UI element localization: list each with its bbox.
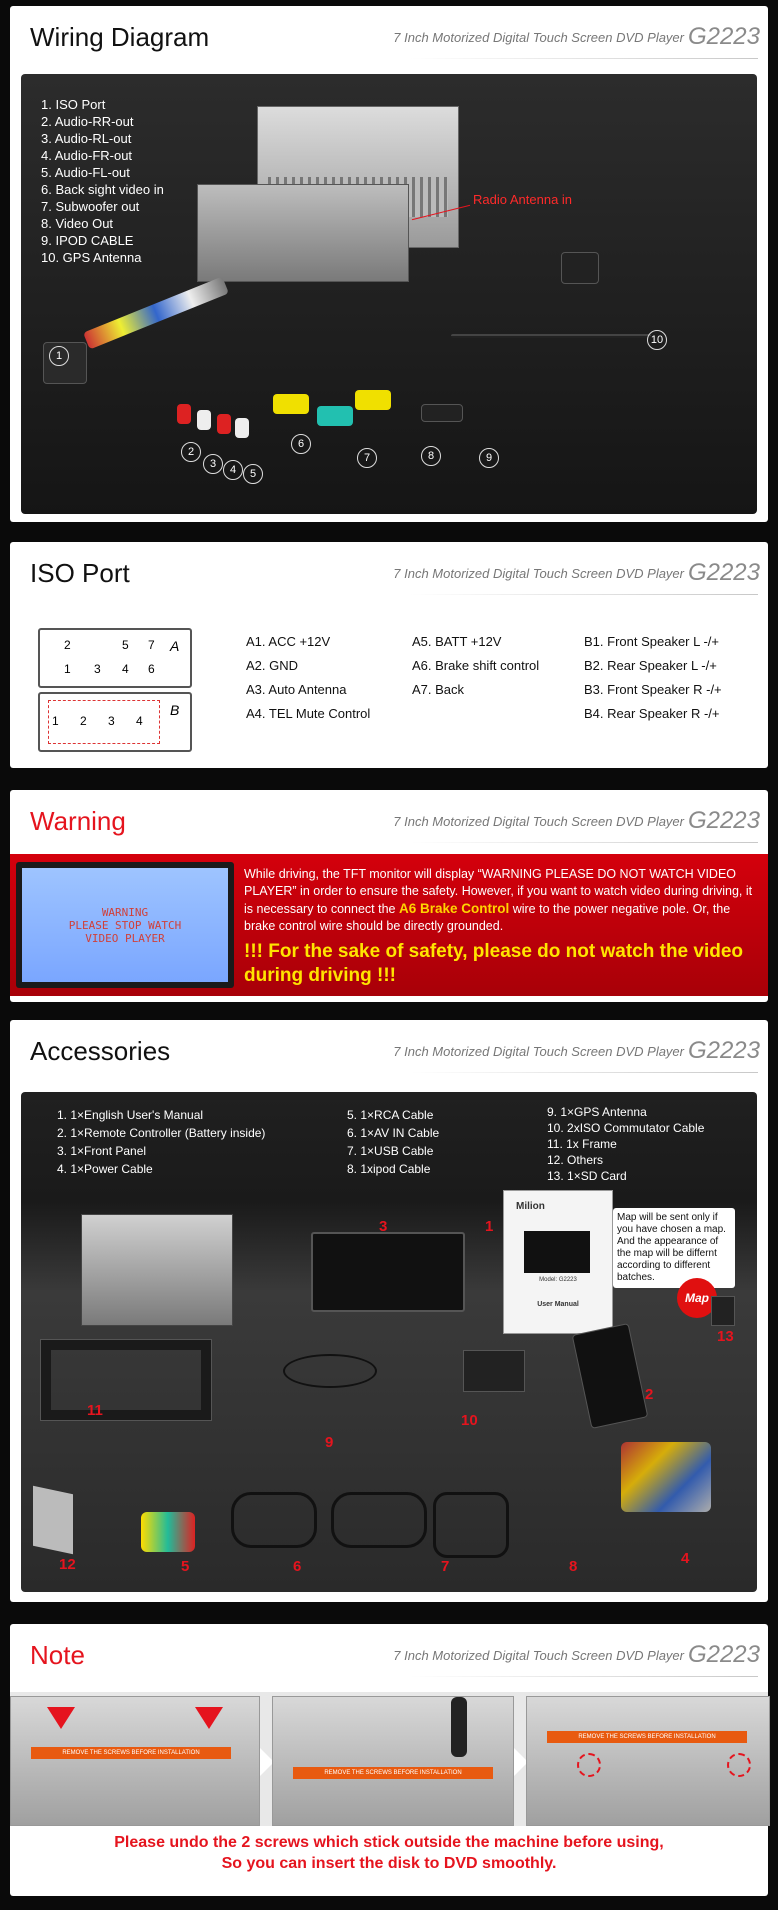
- legend-item: 9. IPOD CABLE: [41, 233, 134, 248]
- model-number: G2223: [687, 559, 760, 586]
- header-rule: [410, 58, 758, 59]
- legend-item: 7. Subwoofer out: [41, 199, 140, 214]
- accessory-item: 11. 1x Frame: [547, 1137, 617, 1151]
- legend-item: 2. Audio-RR-out: [41, 114, 134, 129]
- accessory-label: 11: [87, 1402, 103, 1419]
- warning-sticker: REMOVE THE SCREWS BEFORE INSTALLATION: [293, 1767, 493, 1779]
- screwdriver-icon: [451, 1697, 467, 1757]
- accessory-item: 3. 1×Front Panel: [57, 1144, 147, 1158]
- accessory-label: 6: [293, 1558, 302, 1575]
- head-unit-photo: [81, 1214, 233, 1326]
- manual-title: User Manual: [537, 1301, 579, 1308]
- warning-body: [244, 866, 764, 935]
- accessory-label: 7: [441, 1558, 450, 1575]
- frame-photo: [41, 1340, 211, 1420]
- warning-highlight: A6 Brake Control: [398, 901, 510, 916]
- pin-label: 4: [122, 662, 129, 676]
- iso-commutator-photo: [463, 1350, 525, 1392]
- rca-white-plug: [235, 418, 249, 438]
- accessory-label: 1: [485, 1218, 494, 1235]
- warning-panel: [10, 790, 768, 1002]
- iso-pin-list-b: [584, 630, 722, 726]
- accessory-item: 13. 1×SD Card: [547, 1169, 627, 1183]
- wiring-panel: [10, 6, 768, 522]
- product-subtitle: 7 Inch Motorized Digital Touch Screen DVD Player: [393, 1044, 684, 1059]
- step-photo-1: [10, 1696, 260, 1826]
- product-subtitle: 7 Inch Motorized Digital Touch Screen DVD Player: [393, 566, 684, 581]
- video-in-plug: [273, 394, 309, 414]
- warning-body-text: While driving, the TFT monitor will display “WARNING PLEASE DO NOT WATCH VIDEO PLAYER” in order to ensure the safety. However, if you want to watch video during driving, it is necessary to connect the: [244, 867, 753, 916]
- wiring-tag: 7: [357, 448, 377, 468]
- av-in-cable-photo: [231, 1492, 317, 1548]
- note-caption-line: Please undo the 2 screws which stick outside the machine before using,: [114, 1834, 664, 1851]
- wiring-title: Wiring Diagram: [30, 22, 210, 52]
- screen-warning-line: VIDEO PLAYER: [85, 932, 165, 945]
- rca-white-plug: [197, 410, 211, 430]
- gps-antenna-photo: [283, 1354, 377, 1388]
- wiring-tag: 10: [647, 330, 667, 350]
- pin-desc: A3. Auto Antenna: [246, 682, 347, 697]
- accessory-item: 12. Others: [547, 1153, 604, 1167]
- pin-desc: A2. GND: [246, 658, 299, 673]
- iso-pin-list-a2: [412, 630, 539, 702]
- accessory-list-1: [57, 1106, 265, 1178]
- accessory-item: 10. 2xISO Commutator Cable: [547, 1121, 705, 1135]
- user-manual-photo: [503, 1190, 613, 1334]
- manual-model: Model: G2223: [539, 1277, 577, 1283]
- gps-antenna-module: [561, 252, 599, 284]
- warning-band: [10, 854, 768, 996]
- accessories-panel: [10, 1020, 768, 1602]
- iso-pin-list-a: [246, 630, 370, 726]
- warning-header: [10, 790, 768, 852]
- wiring-legend: [41, 96, 164, 266]
- wiring-tag: 3: [203, 454, 223, 474]
- iso-panel: [10, 542, 768, 768]
- wiring-tag: 5: [243, 464, 263, 484]
- accessory-item: 2. 1×Remote Controller (Battery inside): [57, 1126, 266, 1140]
- ipod-cable: [421, 404, 463, 422]
- accessory-label: 5: [181, 1558, 190, 1575]
- warning-sticker: REMOVE THE SCREWS BEFORE INSTALLATION: [31, 1747, 231, 1759]
- wiring-tag: 1: [49, 346, 69, 366]
- antenna-label: Radio Antenna in: [473, 192, 573, 207]
- chassis-back-panel: [197, 184, 409, 282]
- legend-item: 10. GPS Antenna: [41, 250, 142, 265]
- header-rule: [410, 842, 758, 843]
- accessory-item: 9. 1×GPS Antenna: [547, 1105, 647, 1119]
- pin-desc: A1. ACC +12V: [246, 634, 331, 649]
- down-arrow-icon: [195, 1707, 223, 1729]
- accessories-title: Accessories: [30, 1036, 171, 1066]
- accessory-label: 13: [717, 1328, 734, 1345]
- accessory-label: 10: [461, 1412, 478, 1429]
- connector-b-label: B: [170, 702, 180, 718]
- pin-label: 7: [148, 638, 155, 652]
- accessory-list-2: [347, 1106, 439, 1178]
- wiring-tag: 6: [291, 434, 311, 454]
- legend-item: 5. Audio-FL-out: [41, 165, 130, 180]
- pin-desc: B3. Front Speaker R -/+: [584, 682, 722, 697]
- legend-item: 4. Audio-FR-out: [41, 148, 133, 163]
- pin-desc: A5. BATT +12V: [412, 634, 502, 649]
- product-subtitle: 7 Inch Motorized Digital Touch Screen DVD Player: [393, 814, 684, 829]
- legend-item: 8. Video Out: [41, 216, 114, 231]
- accessory-label: 4: [681, 1550, 690, 1567]
- pin-desc: B4. Rear Speaker R -/+: [584, 706, 720, 721]
- screen-warning-line: PLEASE STOP WATCH: [68, 919, 182, 932]
- iso-header: [10, 542, 768, 604]
- wiring-tag: 4: [223, 460, 243, 480]
- wiring-tag: 2: [181, 442, 201, 462]
- accessory-item: 7. 1×USB Cable: [347, 1144, 434, 1158]
- product-subtitle: 7 Inch Motorized Digital Touch Screen DVD Player: [393, 30, 684, 45]
- header-rule: [410, 594, 758, 595]
- screw-hole-icon: [577, 1753, 601, 1777]
- warning-sticker: REMOVE THE SCREWS BEFORE INSTALLATION: [547, 1731, 747, 1743]
- wiring-image: [21, 74, 757, 514]
- pin-label: 3: [94, 662, 101, 676]
- note-caption-line: So you can insert the disk to DVD smoothly.: [221, 1855, 557, 1872]
- accessory-item: 1. 1×English User's Manual: [57, 1108, 204, 1122]
- map-badge: Map: [677, 1278, 717, 1318]
- rca-red-plug: [177, 404, 191, 424]
- model-number: G2223: [687, 1037, 760, 1064]
- video-out-plug: [355, 390, 391, 410]
- rca-red-plug: [217, 414, 231, 434]
- others-photo: [33, 1486, 73, 1555]
- pin-desc: A4. TEL Mute Control: [246, 706, 371, 721]
- accessory-label: 8: [569, 1558, 578, 1575]
- pin-label: 4: [136, 714, 143, 728]
- pin-desc: B2. Rear Speaker L -/+: [584, 658, 717, 673]
- product-subtitle: 7 Inch Motorized Digital Touch Screen DVD Player: [393, 1648, 684, 1663]
- accessories-image: [21, 1092, 757, 1592]
- pin-desc: B1. Front Speaker L -/+: [584, 634, 720, 649]
- warning-body-text: wire to the power negative pole. Or, the brake control wire should be directly grounded.: [244, 902, 731, 933]
- pin-label: 6: [148, 662, 155, 676]
- manual-brand: Milion: [516, 1201, 545, 1212]
- ipod-cable-photo: [433, 1492, 509, 1558]
- pin-label: 1: [52, 714, 59, 728]
- rca-cable-photo: [141, 1512, 195, 1552]
- pin-label: 2: [64, 638, 71, 652]
- pin-label: 2: [80, 714, 87, 728]
- model-number: G2223: [687, 1641, 760, 1668]
- step-photo-2: [272, 1696, 514, 1826]
- accessory-list-3: [547, 1104, 704, 1184]
- step-photo-3: [526, 1696, 770, 1826]
- accessory-label: 9: [325, 1434, 334, 1451]
- accessory-item: 6. 1×AV IN Cable: [347, 1126, 440, 1140]
- note-header: [10, 1624, 768, 1686]
- wiring-tag: 9: [479, 448, 499, 468]
- header-rule: [410, 1072, 758, 1073]
- pin-label: 1: [64, 662, 71, 676]
- wiring-header: [10, 6, 768, 68]
- legend-item: 6. Back sight video in: [41, 182, 164, 197]
- power-cable-photo: [621, 1442, 711, 1512]
- warning-alert: !!! For the sake of safety, please do not watch the video during driving !!!: [244, 941, 744, 986]
- accessories-header: [10, 1020, 768, 1082]
- down-arrow-icon: [47, 1707, 75, 1729]
- model-number: G2223: [687, 23, 760, 50]
- iso-title: ISO Port: [30, 558, 130, 588]
- sd-card-photo: [711, 1296, 735, 1326]
- wiring-tag: 8: [421, 446, 441, 466]
- accessory-label: 3: [379, 1218, 388, 1235]
- monitor-screen: [16, 862, 234, 988]
- legend-item: 1. ISO Port: [41, 97, 106, 112]
- usb-cable-photo: [331, 1492, 427, 1548]
- gps-cable: [451, 334, 651, 338]
- note-steps: [10, 1692, 768, 1826]
- pin-label: 5: [122, 638, 129, 652]
- pin-desc: A7. Back: [412, 682, 465, 697]
- front-panel-photo: [311, 1232, 465, 1312]
- note-panel: [10, 1624, 768, 1896]
- pin-label: 3: [108, 714, 115, 728]
- iso-connector-diagram: [38, 628, 190, 750]
- accessory-label: 12: [59, 1556, 76, 1573]
- legend-item: 3. Audio-RL-out: [41, 131, 132, 146]
- accessory-item: 8. 1xipod Cable: [347, 1162, 431, 1176]
- screen-warning-line: WARNING: [101, 906, 149, 919]
- accessory-label: 2: [645, 1386, 654, 1403]
- remote-controller-photo: [572, 1323, 649, 1429]
- harness-bundle: [83, 277, 229, 350]
- connector-a-label: A: [170, 638, 180, 654]
- accessory-item: 5. 1×RCA Cable: [347, 1108, 434, 1122]
- note-title: Note: [30, 1640, 85, 1670]
- warning-title: Warning: [30, 806, 126, 836]
- subwoofer-plug: [317, 406, 353, 426]
- note-caption: [10, 1832, 768, 1874]
- map-note: Map will be sent only if you have chosen a map. And the appearance of the map will be differnt according to different batches.: [613, 1208, 735, 1288]
- screw-hole-icon: [727, 1753, 751, 1777]
- model-number: G2223: [687, 807, 760, 834]
- pin-desc: A6. Brake shift control: [412, 658, 540, 673]
- accessory-item: 4. 1×Power Cable: [57, 1162, 153, 1176]
- header-rule: [410, 1676, 758, 1677]
